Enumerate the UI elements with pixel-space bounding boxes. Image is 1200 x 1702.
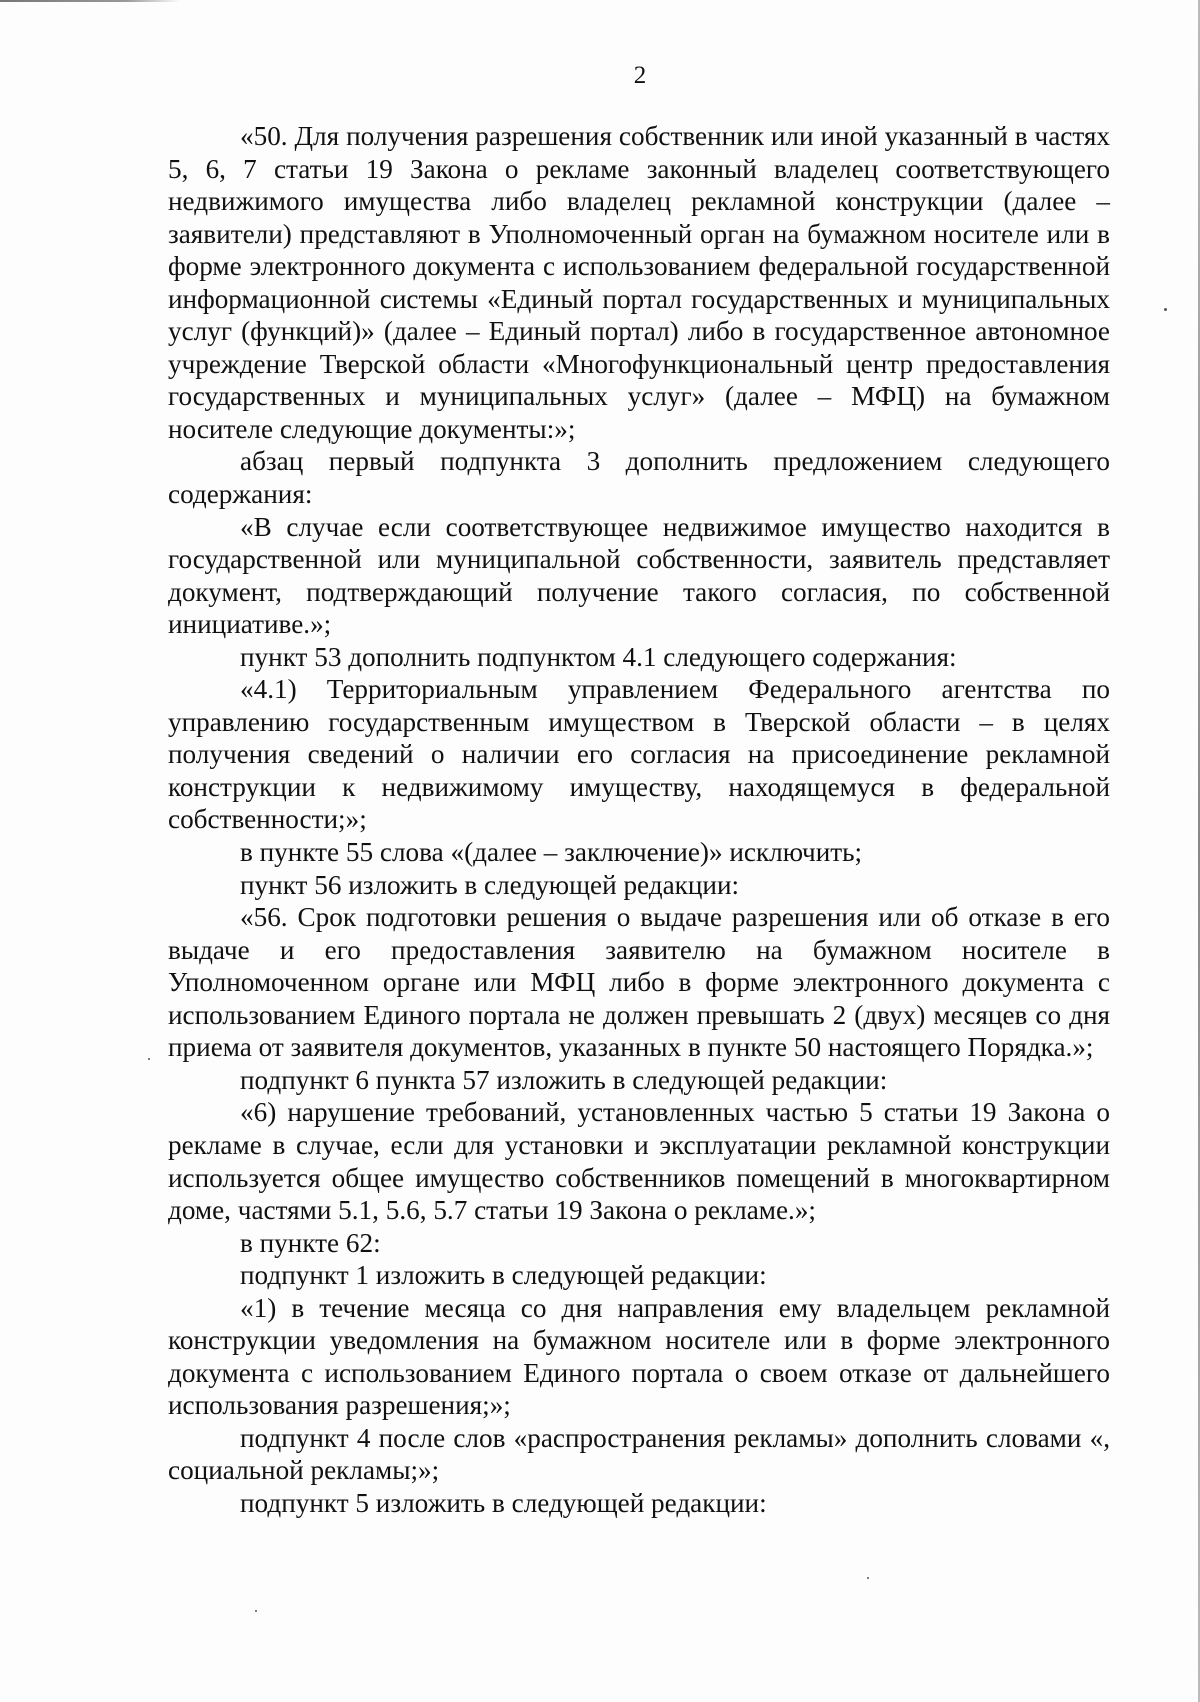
paragraph-amend-item-57: подпункт 6 пункта 57 изложить в следующей редакции:	[240, 1064, 888, 1095]
paragraph-subitem-4-1: «4.1) Территориальным управлением Федерального агентства по управлению государственным имуществом в Тверской области – в целях получения сведений о наличии его согласия на присоединение рекламной конструкции к недвижимому имуществу, находящемуся в федеральной собственности;»;	[168, 674, 1110, 835]
paragraph-item-62: в пункте 62:	[240, 1227, 381, 1258]
paragraph-amend-subitem-3: абзац первый подпункта 3 дополнить предложением следующего содержания:	[168, 446, 1110, 510]
document-body	[168, 120, 1110, 1520]
paragraph-subitem-1: «1) в течение месяца со дня направления ему владельцем рекламной конструкции уведомления на бумажном носителе или в форме электронного документа с использованием Единого портала о своем отказе от дальнейшего использования разрешения;»;	[168, 1292, 1110, 1421]
paragraph-amend-subitem-4: подпункт 4 после слов «распространения рекламы» дополнить словами «, социальной рекламы;»;	[168, 1422, 1110, 1486]
paragraph-amend-subitem-1: подпункт 1 изложить в следующей редакции:	[240, 1260, 767, 1291]
scan-speck	[148, 1058, 150, 1060]
scan-speck	[255, 1610, 257, 1612]
paragraph-item-50: «50. Для получения разрешения собственник или иной указанный в частях 5, 6, 7 статьи 19 Закона о рекламе законный владелец соответствующего недвижимого имущества либо владелец рекламной конструкции (далее – заявители) представляют в Уполномоченный орган на бумажном носителе или в форме электронного документа с использованием федеральной государственной информационной системы «Единый портал государственных и муниципальных услуг (функций)» (далее – Единый портал) либо в государственное автономное учреждение Тверской области «Многофункциональный центр предоставления государственных и муниципальных услуг» (далее – МФЦ) на бумажном носителе следующие документы:»;	[168, 121, 1110, 444]
paragraph-amend-subitem-5: подпункт 5 изложить в следующей редакции:	[240, 1487, 767, 1518]
paragraph-amend-item-55: в пункте 55 слова «(далее – заключение)» исключить;	[240, 837, 863, 868]
paragraph-amend-item-53: пункт 53 дополнить подпунктом 4.1 следующего содержания:	[240, 641, 957, 672]
page-number: 2	[633, 62, 647, 89]
scan-speck	[867, 1577, 869, 1579]
paragraph-item-56: «56. Срок подготовки решения о выдаче разрешения или об отказе в его выдаче и его предоставления заявителю на бумажном носителе в Уполномоченном органе или МФЦ либо в форме электронного документа с использованием Единого портала не должен превышать 2 (двух) месяцев со дня приема от заявителя документов, указанных в пункте 50 настоящего Порядка.»;	[168, 902, 1110, 1063]
scan-speck	[1164, 308, 1167, 311]
paragraph-subitem-6: «6) нарушение требований, установленных частью 5 статьи 19 Закона о рекламе в случае, если для установки и эксплуатации рекламной конструкции используется общее имущество собственников помещений в многоквартирном доме, частями 5.1, 5.6, 5.7 статьи 19 Закона о рекламе.»;	[168, 1097, 1110, 1226]
scan-edge-top	[0, 0, 180, 2]
paragraph-quote-consent: «В случае если соответствующее недвижимое имущество находится в государственной или муниципальной собственности, заявитель представляет документ, подтверждающий получение такого согласия, по собственной инициативе.»;	[168, 511, 1110, 640]
paragraph-amend-item-56: пункт 56 изложить в следующей редакции:	[240, 869, 740, 900]
